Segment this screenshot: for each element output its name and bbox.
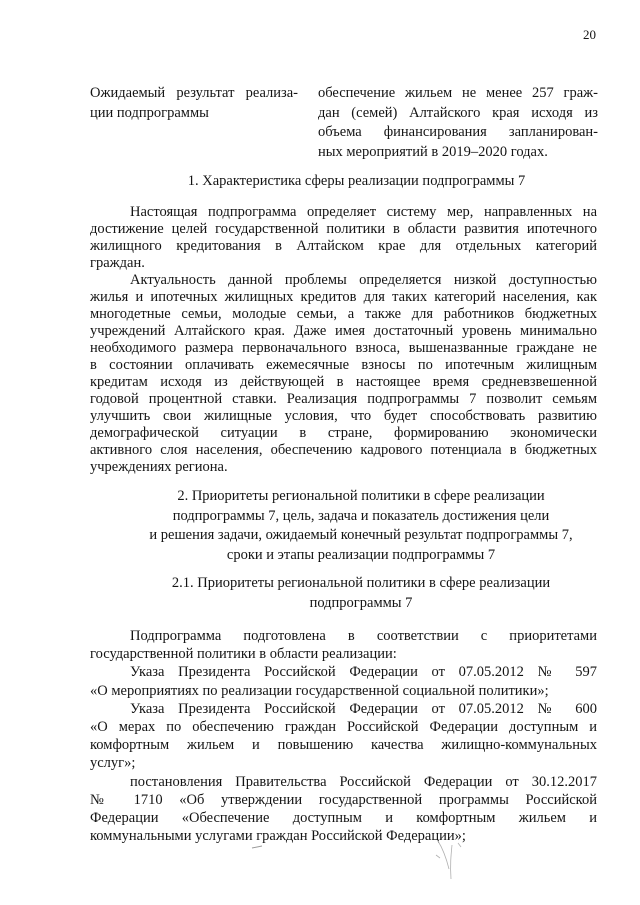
paragraph <box>90 272 597 476</box>
paragraph-line: учреждениях региона. <box>90 458 228 475</box>
paragraph-line: в состоянии оплачивать ежемесячные взносы по ипотечным жилищным <box>90 356 597 373</box>
paragraph-line: Актуальность данной проблемы определяется низкой доступностью <box>130 271 597 288</box>
paragraph-line: Федерации «Обеспечение доступным и комфортным жильем и <box>90 810 597 827</box>
heading-line: сроки и этапы реализации подпрограммы 7 <box>226 547 496 564</box>
heading-line: 2.1. Приоритеты региональной политики в сфере реализации <box>171 575 551 591</box>
paragraph-line: «О мероприятиях по реализации государственной социальной политики»; <box>90 682 549 699</box>
paragraph <box>90 663 597 699</box>
expected-result-label <box>90 84 298 123</box>
paragraph-line: достижение целей государственной политики в области развития ипотечного <box>90 220 597 237</box>
paragraph <box>90 627 597 663</box>
label-line: ции подпрограммы <box>90 104 209 121</box>
paragraph-line: услуг»; <box>90 755 136 772</box>
heading-line: и решения задачи, ожидаемый конечный результат подпрограммы 7, <box>149 527 573 544</box>
paragraph-line: постановления Правительства Российской Федерации от 30.12.2017 <box>130 773 597 790</box>
heading-line: 2. Приоритеты региональной политики в сфере реализации <box>177 488 545 504</box>
paragraph-line: № 1710 «Об утверждении государственной программы Российской <box>90 791 597 808</box>
scan-mark <box>436 841 461 879</box>
paragraph-line: комфортным жильем и повышению качества жилищно-коммунальных <box>90 737 597 754</box>
value-line: обеспечение жильем не менее 257 граж- <box>318 85 598 101</box>
section-2-1-heading <box>90 574 597 613</box>
scan-marks <box>240 835 490 890</box>
paragraph-line: улучшить свои жилищные условия, что будет способствовать развитию <box>90 407 597 424</box>
expected-result-value <box>318 84 598 163</box>
paragraph-line: государственной политики в области реализации: <box>90 646 397 663</box>
label-line: Ожидаемый результат реализа- <box>90 85 298 101</box>
paragraph-line: жилищного кредитования в Алтайском крае для отдельных категорий <box>90 237 597 254</box>
paragraph-line: коммунальными услугами граждан Российской Федерации»; <box>90 828 466 845</box>
paragraph-line: активного слоя населения, обеспечению кадрового потенциала в бюджетных <box>90 441 597 458</box>
section-1-body <box>90 204 597 476</box>
section-2-heading <box>90 487 597 566</box>
paragraph-line: «О мерах по обеспечению граждан Российской Федерации доступным и <box>90 719 597 736</box>
paragraph-line: Указа Президента Российской Федерации от 07.05.2012 № 600 <box>130 700 597 717</box>
scan-mark <box>252 846 262 848</box>
paragraph-line: необходимого размера первоначального взноса, вышеназванные граждане не <box>90 339 597 356</box>
value-line: дан (семей) Алтайского края исходя из <box>318 104 598 121</box>
paragraph-line: многодетные семьи, молодые семьи, а также для работников бюджетных <box>90 305 597 322</box>
section-1-heading: 1. Характеристика сферы реализации подпрограммы 7 <box>187 173 526 189</box>
section-2-1-body <box>90 627 597 845</box>
paragraph-line: годовой процентной ставки. Реализация подпрограммы 7 позволит семьям <box>90 390 597 407</box>
paragraph-line: кредитам исходя из действующей в настоящее время средневзвешенной <box>90 373 597 390</box>
heading-line: подпрограммы 7, цель, задача и показатель достижения цели <box>172 507 550 524</box>
page-number: 20 <box>583 27 596 42</box>
value-line: ных мероприятий в 2019–2020 годах. <box>318 144 548 161</box>
paragraph <box>90 700 597 773</box>
paragraph <box>90 204 597 272</box>
paragraph-line: Настоящая подпрограмма определяет систему мер, направленных на <box>130 203 597 220</box>
heading-line: подпрограммы 7 <box>309 594 413 611</box>
paragraph-line: Указа Президента Российской Федерации от 07.05.2012 № 597 <box>130 664 597 681</box>
paragraph-line: жилья и ипотечных жилищных кредитов для таких категорий населения, как <box>90 288 597 305</box>
paragraph-line: учреждений Алтайского края. Даже имея достаточный уровень минимально <box>90 322 597 339</box>
paragraph-line: граждан. <box>90 254 145 271</box>
paragraph-line: Подпрограмма подготовлена в соответствии с приоритетами <box>130 628 597 644</box>
value-line: объема финансирования запланирован- <box>318 124 598 141</box>
paragraph-line: демографической ситуации в стране, формированию экономически <box>90 424 597 441</box>
